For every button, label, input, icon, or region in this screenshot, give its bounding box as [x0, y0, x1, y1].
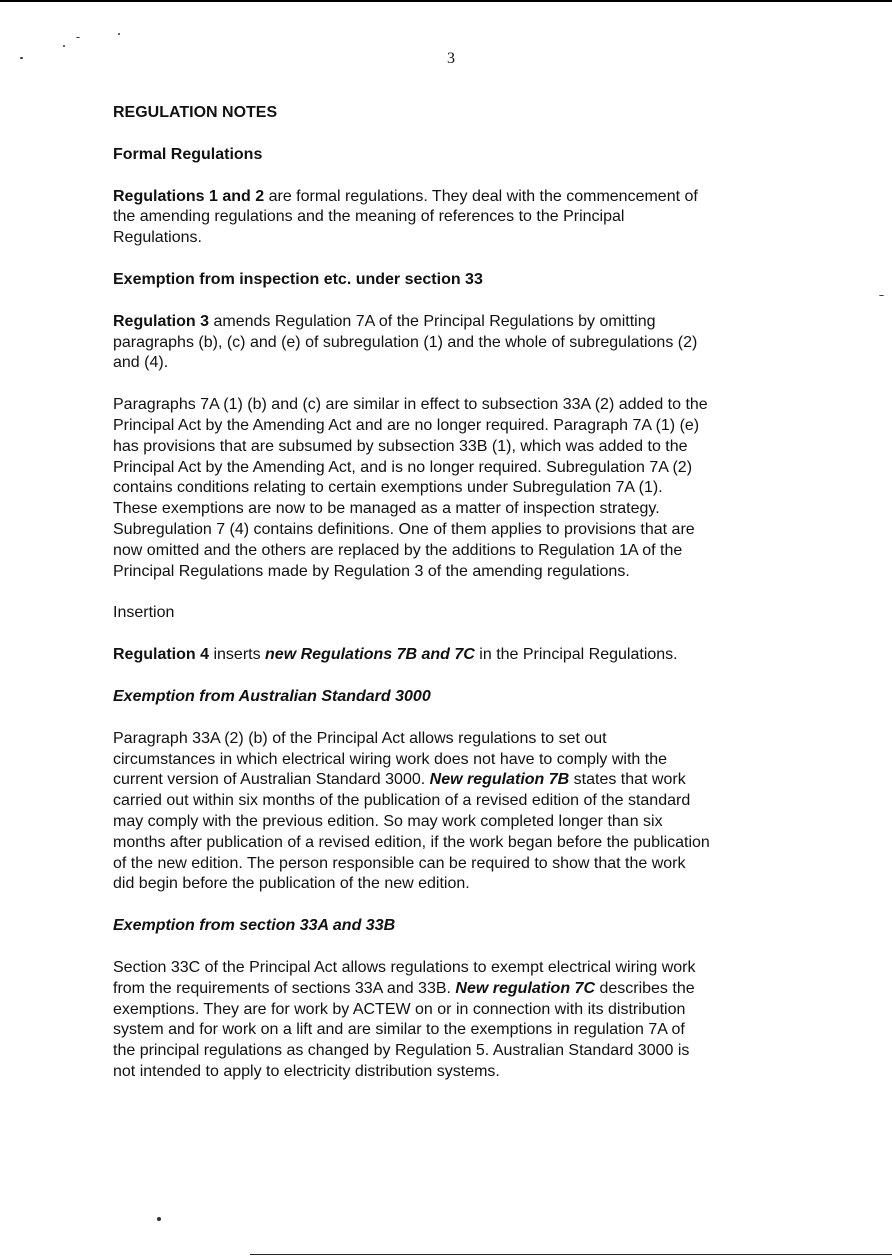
scan-speck	[157, 1217, 161, 1221]
section-heading-exemption-inspection: Exemption from inspection etc. under section 33	[113, 270, 483, 288]
scan-top-edge	[0, 0, 892, 2]
scan-speck	[76, 37, 80, 38]
paragraph-formal: Regulations 1 and 2 are formal regulations. They deal with the commencement of the amending regulations and the meaning of references to the Principal Regulations.	[113, 187, 698, 247]
document-title: REGULATION NOTES	[113, 104, 278, 121]
paragraph-regulation-7c: Section 33C of the Principal Act allows regulations to exempt electrical wiring work from the requirements of sections 33A and 33B. New regulation 7C describes the exemptions. They are for work by ACTEW on or in connection with its distribution system and for work on a lift and are similar to the exemptions in regulation 7A of the principal regulations as changed by Regulation 5. Australian Standard 3000 is not intended to apply to electricity distribution systems.	[113, 958, 696, 1080]
section-heading-insertion: Insertion	[113, 604, 175, 622]
section-heading-as3000: Exemption from Australian Standard 3000	[113, 687, 431, 705]
scan-speck	[20, 57, 23, 59]
scan-speck	[879, 295, 884, 296]
paragraph-7a-details: Paragraphs 7A (1) (b) and (c) are similar in effect to subsection 33A (2) added to the Principal Act by the Amending Act and are no longer required. Paragraph 7A (1) (e) has provisions that are subsumed by subsection 33B (1), which was added to the Principal Act by the Amending Act, and is no longer required. Subregulation 7A (2) contains conditions relating to certain exemptions under Subregulation 7A (1). These exemptions are now to be managed as a matter of inspection strategy. Subregulation 7 (4) contains definitions. One of them applies to provisions that are now omitted and the others are replaced by the additions to Regulation 1A of the Principal Regulations made by Regulation 3 of the amending regulations.	[113, 396, 708, 580]
document-body	[113, 103, 813, 1104]
section-heading-s33: Exemption from section 33A and 33B	[113, 917, 396, 935]
paragraph-regulation-7b: Paragraph 33A (2) (b) of the Principal Act allows regulations to set out circumstances in which electrical wiring work does not have to comply with the current version of Australian Standard 3000. New regulation 7B states that work carried out within six months of the publication of a revised edition of the standard may comply with the previous edition. So may work completed longer than six months after publication of a revised edition, if the work began before the publication of the new edition. The person responsible can be required to show that the work did begin before the publication of the new edition.	[113, 729, 710, 893]
scan-speck	[63, 45, 65, 47]
paragraph-regulation-3: Regulation 3 amends Regulation 7A of the Principal Regulations by omitting paragraphs (b), (c) and (e) of subregulation (1) and the whole of subregulations (2) and (4).	[113, 312, 698, 372]
scan-bottom-edge	[250, 1254, 892, 1255]
page-number: 3	[447, 50, 455, 67]
paragraph-regulation-4: Regulation 4 inserts new Regulations 7B and 7C in the Principal Regulations.	[113, 646, 678, 664]
section-heading-formal: Formal Regulations	[113, 145, 263, 163]
scan-speck	[118, 33, 120, 35]
